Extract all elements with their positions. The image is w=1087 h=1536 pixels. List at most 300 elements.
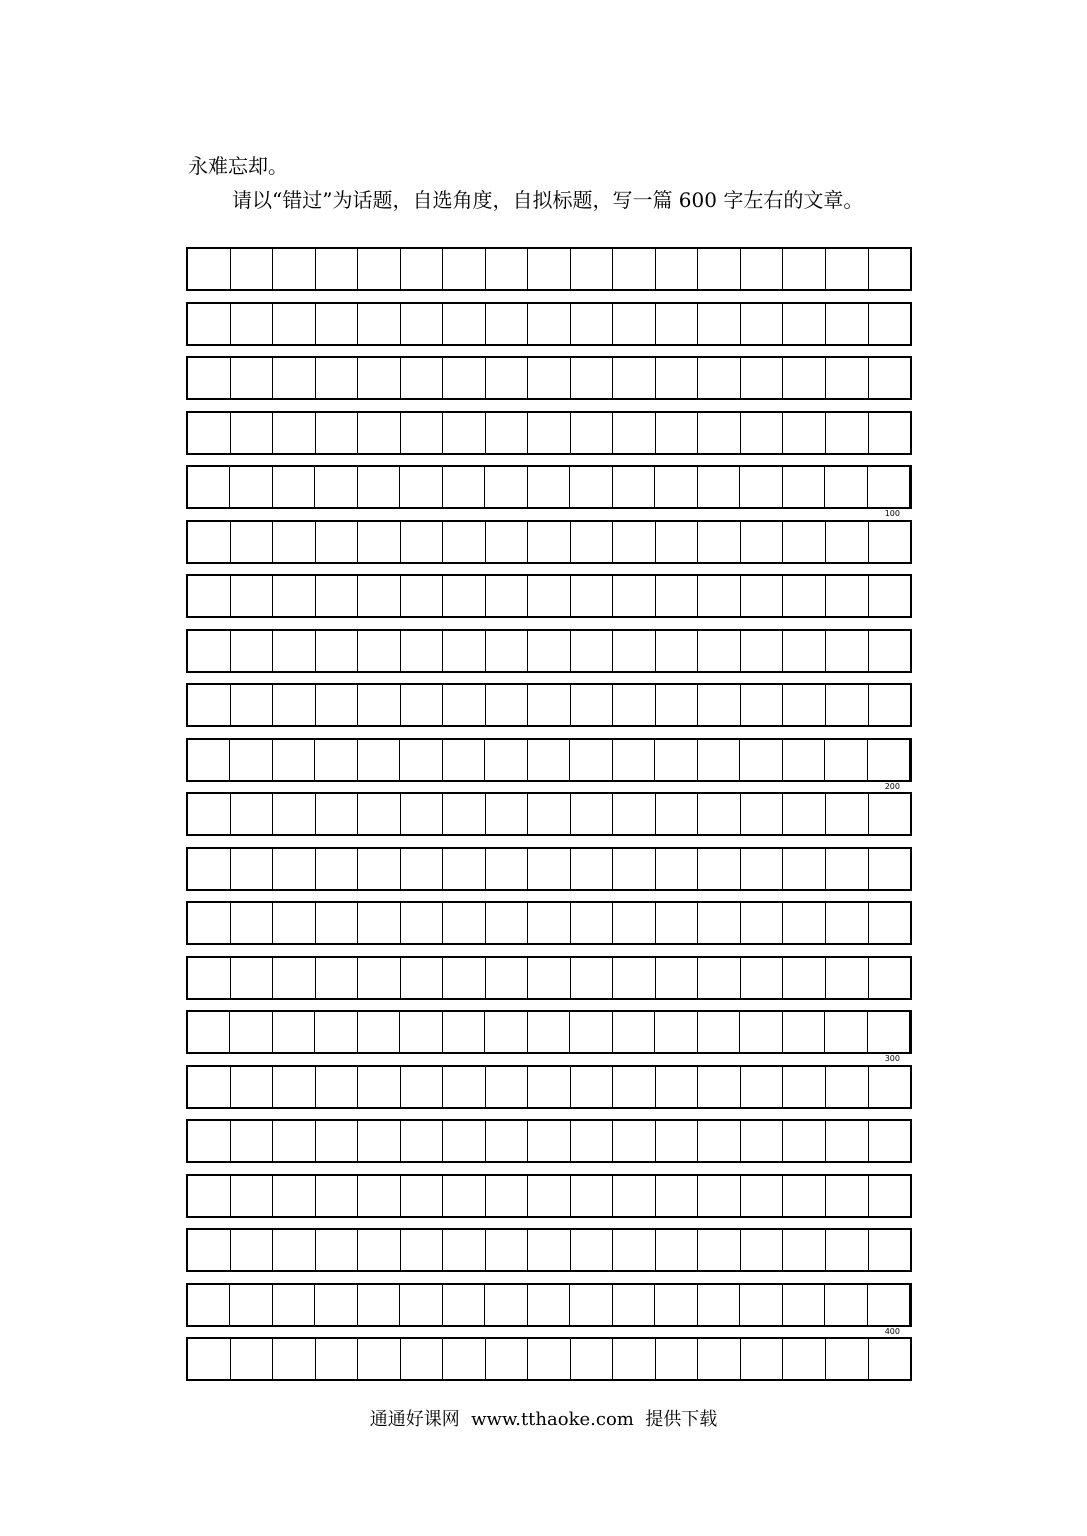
grid-cell[interactable] xyxy=(443,1067,486,1107)
grid-cell[interactable] xyxy=(528,903,571,943)
grid-cell[interactable] xyxy=(869,1230,911,1270)
grid-cell[interactable] xyxy=(443,903,486,943)
grid-cell[interactable] xyxy=(698,1285,740,1325)
grid-cell[interactable] xyxy=(613,467,655,507)
grid-cell[interactable] xyxy=(401,958,444,998)
grid-cell[interactable] xyxy=(443,522,486,562)
grid-cell[interactable] xyxy=(486,958,529,998)
grid-cell[interactable] xyxy=(826,304,869,344)
grid-cell[interactable] xyxy=(741,304,784,344)
grid-cell[interactable] xyxy=(316,1339,359,1379)
grid-cell[interactable] xyxy=(528,1176,571,1216)
grid-cell[interactable] xyxy=(869,794,911,834)
grid-cell[interactable] xyxy=(231,631,274,671)
grid-cell[interactable] xyxy=(783,740,825,780)
grid-cell[interactable] xyxy=(741,249,784,289)
grid-cell[interactable] xyxy=(273,576,316,616)
grid-cell[interactable] xyxy=(613,903,656,943)
grid-cell[interactable] xyxy=(869,576,911,616)
grid-cell[interactable] xyxy=(486,1339,529,1379)
grid-cell[interactable] xyxy=(741,576,784,616)
grid-cell[interactable] xyxy=(613,740,655,780)
grid-cell[interactable] xyxy=(230,467,272,507)
grid-cell[interactable] xyxy=(741,1121,784,1161)
grid-cell[interactable] xyxy=(273,1012,315,1052)
grid-cell[interactable] xyxy=(826,631,869,671)
grid-cell[interactable] xyxy=(443,631,486,671)
grid-cell[interactable] xyxy=(741,1339,784,1379)
grid-cell[interactable] xyxy=(826,903,869,943)
grid-cell[interactable] xyxy=(783,413,826,453)
grid-cell[interactable] xyxy=(401,1339,444,1379)
grid-cell[interactable] xyxy=(401,1067,444,1107)
grid-cell[interactable] xyxy=(698,1230,741,1270)
grid-cell[interactable] xyxy=(698,958,741,998)
grid-cell[interactable] xyxy=(655,1012,697,1052)
grid-cell[interactable] xyxy=(273,1121,316,1161)
grid-cell[interactable] xyxy=(613,794,656,834)
grid-cell[interactable] xyxy=(698,1012,740,1052)
grid-cell[interactable] xyxy=(528,1121,571,1161)
grid-cell[interactable] xyxy=(528,685,571,725)
grid-cell[interactable] xyxy=(485,467,527,507)
grid-cell[interactable] xyxy=(273,522,316,562)
grid-cell[interactable] xyxy=(570,467,612,507)
grid-cell[interactable] xyxy=(869,1121,911,1161)
grid-cell[interactable] xyxy=(231,1176,274,1216)
grid-cell[interactable] xyxy=(656,358,699,398)
grid-cell[interactable] xyxy=(869,358,911,398)
grid-cell[interactable] xyxy=(230,1012,272,1052)
grid-cell[interactable] xyxy=(273,467,315,507)
grid-cell[interactable] xyxy=(443,958,486,998)
grid-cell[interactable] xyxy=(401,413,444,453)
grid-cell[interactable] xyxy=(486,249,529,289)
grid-cell[interactable] xyxy=(316,958,359,998)
grid-cell[interactable] xyxy=(656,1230,699,1270)
grid-cell[interactable] xyxy=(443,249,486,289)
grid-cell[interactable] xyxy=(571,413,614,453)
grid-cell[interactable] xyxy=(868,740,910,780)
grid-cell[interactable] xyxy=(655,1285,697,1325)
grid-cell[interactable] xyxy=(273,740,315,780)
grid-cell[interactable] xyxy=(231,522,274,562)
grid-cell[interactable] xyxy=(656,1067,699,1107)
grid-cell[interactable] xyxy=(188,1121,231,1161)
grid-cell[interactable] xyxy=(273,685,316,725)
grid-cell[interactable] xyxy=(528,740,570,780)
grid-cell[interactable] xyxy=(741,1067,784,1107)
grid-cell[interactable] xyxy=(273,794,316,834)
grid-cell[interactable] xyxy=(655,740,697,780)
grid-cell[interactable] xyxy=(571,849,614,889)
grid-cell[interactable] xyxy=(613,1339,656,1379)
grid-cell[interactable] xyxy=(358,631,401,671)
grid-cell[interactable] xyxy=(571,1121,614,1161)
grid-cell[interactable] xyxy=(273,1339,316,1379)
grid-cell[interactable] xyxy=(741,1176,784,1216)
grid-cell[interactable] xyxy=(485,740,527,780)
grid-cell[interactable] xyxy=(188,358,231,398)
grid-cell[interactable] xyxy=(316,849,359,889)
grid-cell[interactable] xyxy=(741,631,784,671)
grid-cell[interactable] xyxy=(188,1339,231,1379)
grid-cell[interactable] xyxy=(486,576,529,616)
grid-cell[interactable] xyxy=(613,1176,656,1216)
grid-cell[interactable] xyxy=(400,467,442,507)
grid-cell[interactable] xyxy=(826,1339,869,1379)
grid-cell[interactable] xyxy=(358,1012,400,1052)
grid-cell[interactable] xyxy=(443,467,485,507)
grid-cell[interactable] xyxy=(571,685,614,725)
grid-cell[interactable] xyxy=(316,903,359,943)
grid-cell[interactable] xyxy=(656,685,699,725)
grid-cell[interactable] xyxy=(869,1067,911,1107)
grid-cell[interactable] xyxy=(231,413,274,453)
grid-cell[interactable] xyxy=(613,1121,656,1161)
grid-cell[interactable] xyxy=(231,304,274,344)
grid-cell[interactable] xyxy=(826,1230,869,1270)
grid-cell[interactable] xyxy=(358,413,401,453)
grid-cell[interactable] xyxy=(783,1230,826,1270)
grid-cell[interactable] xyxy=(528,1339,571,1379)
grid-cell[interactable] xyxy=(571,958,614,998)
grid-cell[interactable] xyxy=(826,1067,869,1107)
grid-cell[interactable] xyxy=(698,467,740,507)
grid-cell[interactable] xyxy=(698,358,741,398)
grid-cell[interactable] xyxy=(316,1067,359,1107)
grid-cell[interactable] xyxy=(528,467,570,507)
grid-cell[interactable] xyxy=(783,631,826,671)
grid-cell[interactable] xyxy=(358,903,401,943)
grid-cell[interactable] xyxy=(401,1176,444,1216)
grid-cell[interactable] xyxy=(401,849,444,889)
grid-cell[interactable] xyxy=(656,576,699,616)
grid-cell[interactable] xyxy=(231,903,274,943)
grid-cell[interactable] xyxy=(613,249,656,289)
grid-cell[interactable] xyxy=(741,413,784,453)
grid-cell[interactable] xyxy=(783,1012,825,1052)
grid-cell[interactable] xyxy=(315,1285,357,1325)
grid-cell[interactable] xyxy=(358,304,401,344)
grid-cell[interactable] xyxy=(273,1067,316,1107)
grid-cell[interactable] xyxy=(741,685,784,725)
grid-cell[interactable] xyxy=(231,249,274,289)
grid-cell[interactable] xyxy=(273,413,316,453)
grid-cell[interactable] xyxy=(869,522,911,562)
grid-cell[interactable] xyxy=(401,1230,444,1270)
grid-cell[interactable] xyxy=(358,1121,401,1161)
grid-cell[interactable] xyxy=(401,358,444,398)
grid-cell[interactable] xyxy=(486,1121,529,1161)
grid-cell[interactable] xyxy=(273,631,316,671)
grid-cell[interactable] xyxy=(443,1230,486,1270)
grid-cell[interactable] xyxy=(656,631,699,671)
grid-cell[interactable] xyxy=(656,1121,699,1161)
grid-cell[interactable] xyxy=(273,1285,315,1325)
grid-cell[interactable] xyxy=(571,1339,614,1379)
grid-cell[interactable] xyxy=(698,304,741,344)
grid-cell[interactable] xyxy=(656,522,699,562)
grid-cell[interactable] xyxy=(741,849,784,889)
grid-cell[interactable] xyxy=(273,358,316,398)
grid-cell[interactable] xyxy=(273,249,316,289)
grid-cell[interactable] xyxy=(698,685,741,725)
grid-cell[interactable] xyxy=(486,1230,529,1270)
grid-cell[interactable] xyxy=(741,958,784,998)
grid-cell[interactable] xyxy=(486,413,529,453)
grid-cell[interactable] xyxy=(571,304,614,344)
grid-cell[interactable] xyxy=(401,794,444,834)
grid-cell[interactable] xyxy=(826,413,869,453)
grid-cell[interactable] xyxy=(783,358,826,398)
grid-cell[interactable] xyxy=(188,631,231,671)
grid-cell[interactable] xyxy=(613,304,656,344)
grid-cell[interactable] xyxy=(783,467,825,507)
grid-cell[interactable] xyxy=(358,358,401,398)
grid-cell[interactable] xyxy=(315,467,357,507)
grid-cell[interactable] xyxy=(443,1339,486,1379)
grid-cell[interactable] xyxy=(188,249,231,289)
grid-cell[interactable] xyxy=(231,1339,274,1379)
grid-cell[interactable] xyxy=(358,685,401,725)
grid-cell[interactable] xyxy=(486,522,529,562)
grid-cell[interactable] xyxy=(869,1339,911,1379)
grid-cell[interactable] xyxy=(273,958,316,998)
grid-cell[interactable] xyxy=(358,249,401,289)
grid-cell[interactable] xyxy=(358,522,401,562)
grid-cell[interactable] xyxy=(443,794,486,834)
grid-cell[interactable] xyxy=(230,1285,272,1325)
grid-cell[interactable] xyxy=(486,304,529,344)
grid-cell[interactable] xyxy=(698,249,741,289)
grid-cell[interactable] xyxy=(613,958,656,998)
grid-cell[interactable] xyxy=(316,1176,359,1216)
grid-cell[interactable] xyxy=(230,740,272,780)
grid-cell[interactable] xyxy=(273,304,316,344)
grid-cell[interactable] xyxy=(231,685,274,725)
grid-cell[interactable] xyxy=(528,1067,571,1107)
grid-cell[interactable] xyxy=(783,1067,826,1107)
grid-cell[interactable] xyxy=(358,576,401,616)
grid-cell[interactable] xyxy=(698,794,741,834)
grid-cell[interactable] xyxy=(316,685,359,725)
grid-cell[interactable] xyxy=(316,304,359,344)
grid-cell[interactable] xyxy=(571,522,614,562)
grid-cell[interactable] xyxy=(443,1176,486,1216)
grid-cell[interactable] xyxy=(443,740,485,780)
grid-cell[interactable] xyxy=(188,685,231,725)
grid-cell[interactable] xyxy=(613,576,656,616)
grid-cell[interactable] xyxy=(231,794,274,834)
grid-cell[interactable] xyxy=(570,740,612,780)
grid-cell[interactable] xyxy=(231,958,274,998)
grid-cell[interactable] xyxy=(783,1339,826,1379)
grid-cell[interactable] xyxy=(783,958,826,998)
grid-cell[interactable] xyxy=(188,1230,231,1270)
grid-cell[interactable] xyxy=(571,903,614,943)
grid-cell[interactable] xyxy=(188,304,231,344)
grid-cell[interactable] xyxy=(656,413,699,453)
grid-cell[interactable] xyxy=(231,1067,274,1107)
grid-cell[interactable] xyxy=(825,1012,867,1052)
grid-cell[interactable] xyxy=(188,958,231,998)
grid-cell[interactable] xyxy=(571,631,614,671)
grid-cell[interactable] xyxy=(358,1339,401,1379)
grid-cell[interactable] xyxy=(485,1012,527,1052)
grid-cell[interactable] xyxy=(231,358,274,398)
grid-cell[interactable] xyxy=(188,849,231,889)
grid-cell[interactable] xyxy=(316,631,359,671)
grid-cell[interactable] xyxy=(486,1176,529,1216)
grid-cell[interactable] xyxy=(400,1012,442,1052)
grid-cell[interactable] xyxy=(826,358,869,398)
grid-cell[interactable] xyxy=(188,413,231,453)
grid-cell[interactable] xyxy=(656,794,699,834)
grid-cell[interactable] xyxy=(783,576,826,616)
grid-cell[interactable] xyxy=(358,1230,401,1270)
grid-cell[interactable] xyxy=(698,576,741,616)
grid-cell[interactable] xyxy=(655,467,697,507)
grid-cell[interactable] xyxy=(783,1176,826,1216)
grid-cell[interactable] xyxy=(358,740,400,780)
grid-cell[interactable] xyxy=(528,958,571,998)
grid-cell[interactable] xyxy=(826,1121,869,1161)
grid-cell[interactable] xyxy=(868,467,910,507)
grid-cell[interactable] xyxy=(571,1067,614,1107)
grid-cell[interactable] xyxy=(783,794,826,834)
grid-cell[interactable] xyxy=(358,958,401,998)
grid-cell[interactable] xyxy=(401,903,444,943)
grid-cell[interactable] xyxy=(783,304,826,344)
grid-cell[interactable] xyxy=(188,522,231,562)
grid-cell[interactable] xyxy=(613,413,656,453)
grid-cell[interactable] xyxy=(528,1012,570,1052)
grid-cell[interactable] xyxy=(826,576,869,616)
grid-cell[interactable] xyxy=(358,1285,400,1325)
grid-cell[interactable] xyxy=(613,631,656,671)
grid-cell[interactable] xyxy=(740,467,782,507)
grid-cell[interactable] xyxy=(401,631,444,671)
grid-cell[interactable] xyxy=(401,1121,444,1161)
grid-cell[interactable] xyxy=(401,685,444,725)
grid-cell[interactable] xyxy=(188,1176,231,1216)
grid-cell[interactable] xyxy=(401,249,444,289)
grid-cell[interactable] xyxy=(613,849,656,889)
grid-cell[interactable] xyxy=(825,467,867,507)
grid-cell[interactable] xyxy=(571,249,614,289)
grid-cell[interactable] xyxy=(869,1176,911,1216)
grid-cell[interactable] xyxy=(316,522,359,562)
grid-cell[interactable] xyxy=(188,1012,230,1052)
grid-cell[interactable] xyxy=(613,685,656,725)
grid-cell[interactable] xyxy=(571,1230,614,1270)
grid-cell[interactable] xyxy=(656,849,699,889)
grid-cell[interactable] xyxy=(528,358,571,398)
grid-cell[interactable] xyxy=(869,413,911,453)
grid-cell[interactable] xyxy=(613,1230,656,1270)
grid-cell[interactable] xyxy=(783,522,826,562)
grid-cell[interactable] xyxy=(443,413,486,453)
grid-cell[interactable] xyxy=(443,1285,485,1325)
grid-cell[interactable] xyxy=(826,958,869,998)
grid-cell[interactable] xyxy=(656,1176,699,1216)
grid-cell[interactable] xyxy=(656,304,699,344)
grid-cell[interactable] xyxy=(783,685,826,725)
grid-cell[interactable] xyxy=(656,249,699,289)
grid-cell[interactable] xyxy=(358,1067,401,1107)
grid-cell[interactable] xyxy=(741,358,784,398)
grid-cell[interactable] xyxy=(783,249,826,289)
grid-cell[interactable] xyxy=(698,1067,741,1107)
grid-cell[interactable] xyxy=(698,849,741,889)
grid-cell[interactable] xyxy=(528,576,571,616)
grid-cell[interactable] xyxy=(570,1285,612,1325)
grid-cell[interactable] xyxy=(443,576,486,616)
grid-cell[interactable] xyxy=(869,958,911,998)
grid-cell[interactable] xyxy=(698,1339,741,1379)
grid-cell[interactable] xyxy=(528,522,571,562)
grid-cell[interactable] xyxy=(315,740,357,780)
grid-cell[interactable] xyxy=(698,522,741,562)
grid-cell[interactable] xyxy=(783,1285,825,1325)
grid-cell[interactable] xyxy=(188,903,231,943)
grid-cell[interactable] xyxy=(613,1012,655,1052)
grid-cell[interactable] xyxy=(358,1176,401,1216)
grid-cell[interactable] xyxy=(783,1121,826,1161)
grid-cell[interactable] xyxy=(868,1012,910,1052)
grid-cell[interactable] xyxy=(656,1339,699,1379)
grid-cell[interactable] xyxy=(188,740,230,780)
grid-cell[interactable] xyxy=(869,903,911,943)
grid-cell[interactable] xyxy=(613,522,656,562)
grid-cell[interactable] xyxy=(826,522,869,562)
grid-cell[interactable] xyxy=(740,1285,782,1325)
grid-cell[interactable] xyxy=(656,903,699,943)
grid-cell[interactable] xyxy=(740,1012,782,1052)
grid-cell[interactable] xyxy=(528,849,571,889)
grid-cell[interactable] xyxy=(315,1012,357,1052)
grid-cell[interactable] xyxy=(571,794,614,834)
grid-cell[interactable] xyxy=(400,1285,442,1325)
grid-cell[interactable] xyxy=(273,849,316,889)
grid-cell[interactable] xyxy=(485,1285,527,1325)
grid-cell[interactable] xyxy=(188,1285,230,1325)
grid-cell[interactable] xyxy=(528,1285,570,1325)
grid-cell[interactable] xyxy=(698,413,741,453)
grid-cell[interactable] xyxy=(826,685,869,725)
grid-cell[interactable] xyxy=(400,740,442,780)
grid-cell[interactable] xyxy=(783,903,826,943)
grid-cell[interactable] xyxy=(869,249,911,289)
grid-cell[interactable] xyxy=(188,1067,231,1107)
grid-cell[interactable] xyxy=(528,304,571,344)
grid-cell[interactable] xyxy=(316,1121,359,1161)
grid-cell[interactable] xyxy=(740,740,782,780)
grid-cell[interactable] xyxy=(528,413,571,453)
grid-cell[interactable] xyxy=(358,849,401,889)
grid-cell[interactable] xyxy=(783,849,826,889)
grid-cell[interactable] xyxy=(316,358,359,398)
grid-cell[interactable] xyxy=(486,849,529,889)
grid-cell[interactable] xyxy=(443,849,486,889)
grid-cell[interactable] xyxy=(571,1176,614,1216)
grid-cell[interactable] xyxy=(401,522,444,562)
grid-cell[interactable] xyxy=(698,1176,741,1216)
grid-cell[interactable] xyxy=(869,304,911,344)
grid-cell[interactable] xyxy=(698,740,740,780)
grid-cell[interactable] xyxy=(316,1230,359,1270)
